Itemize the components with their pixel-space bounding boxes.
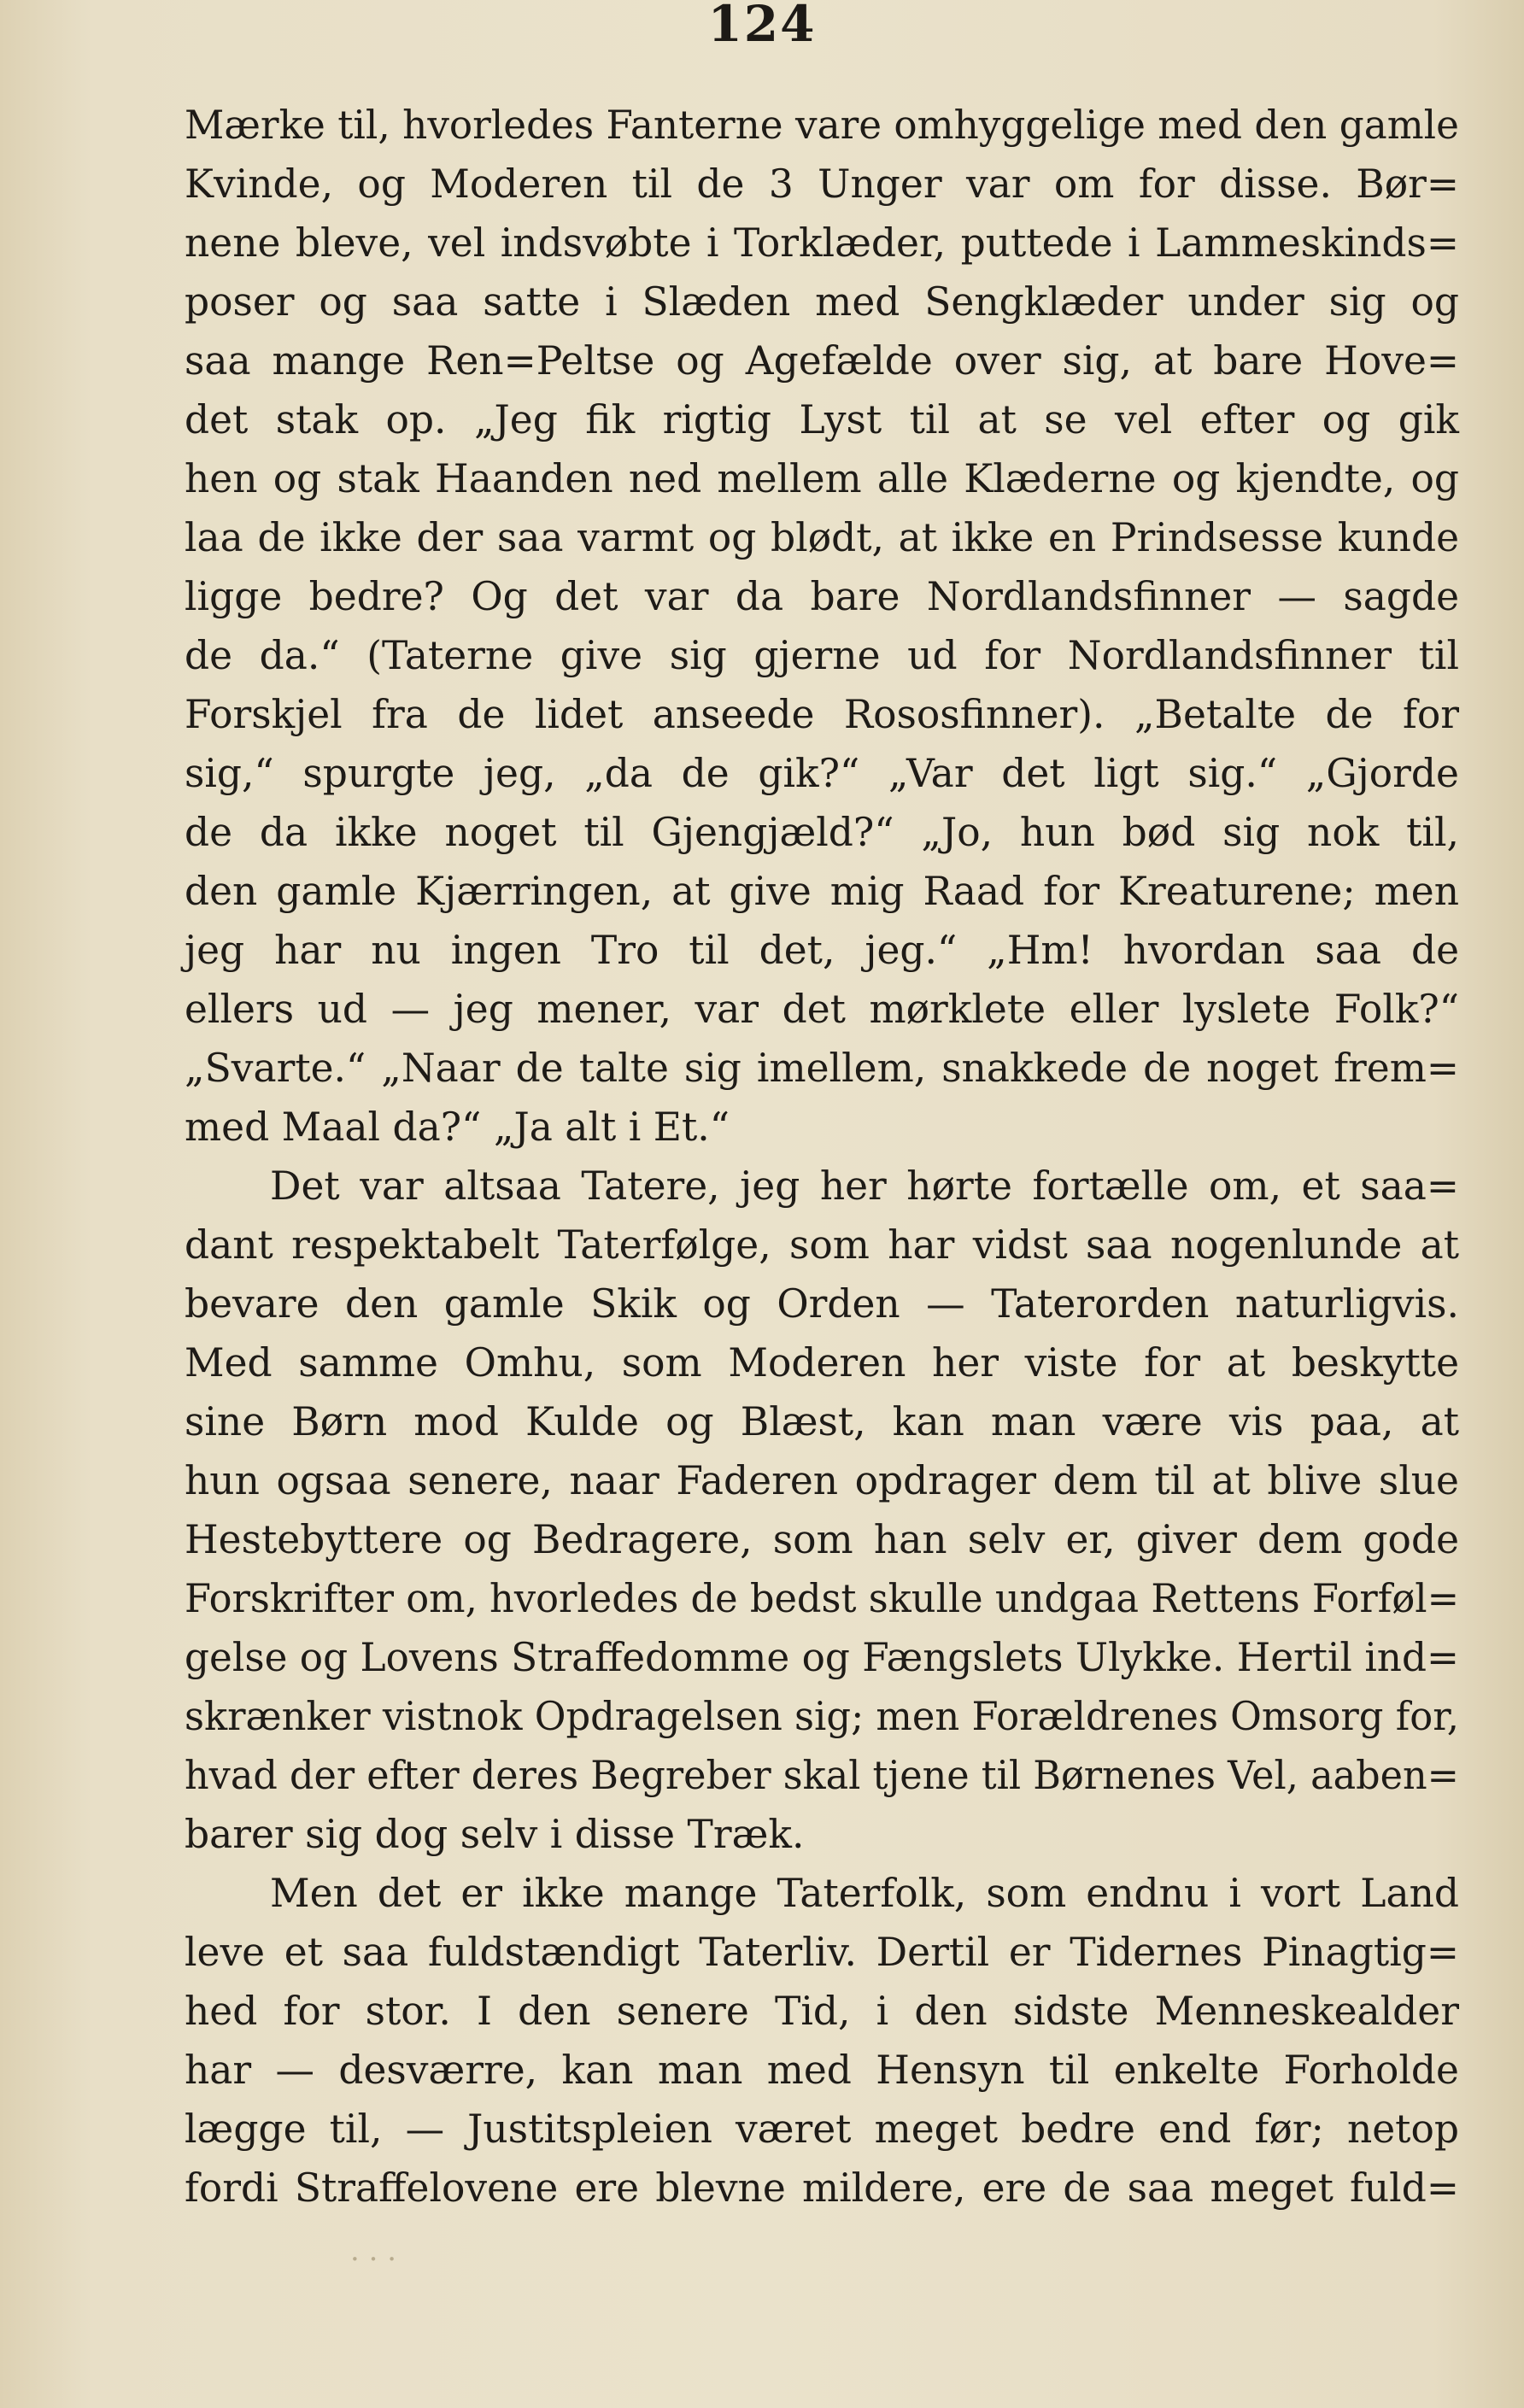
text-line: ellers ud — jeg mener, var det mørklete eller lyslete Folk?“: [185, 987, 1459, 1032]
page-number: 124: [707, 0, 817, 53]
text-line: Kvinde, og Moderen til de 3 Unger var om for disse. Bør=: [185, 161, 1459, 207]
text-line: hun ogsaa senere, naar Faderen opdrager dem til at blive slue: [185, 1458, 1459, 1503]
text-line: poser og saa satte i Slæden med Sengklæder under sig og: [185, 279, 1459, 325]
text-line: gelse og Lovens Straffedomme og Fængslets Ulykke. Hertil ind=: [185, 1635, 1459, 1680]
ink-smudge: · · ·: [350, 2242, 397, 2276]
text-line: Men det er ikke mange Taterfolk, som endnu i vort Land: [270, 1871, 1459, 1916]
text-line: med Maal da?“ „Ja alt i Et.“: [185, 1104, 730, 1150]
text-line: det stak op. „Jeg fik rigtig Lyst til at se vel efter og gik: [185, 397, 1459, 442]
text-line: Mærke til, hvorledes Fanterne vare omhyggelige med den gamle: [185, 103, 1459, 148]
text-line: Det var altsaa Tatere, jeg her hørte fortælle om, et saa=: [270, 1163, 1459, 1209]
text-line: Hestebyttere og Bedragere, som han selv er, giver dem gode: [185, 1517, 1459, 1562]
text-line: laa de ikke der saa varmt og blødt, at ikke en Prindsesse kunde: [185, 515, 1459, 560]
text-line: leve et saa fuldstændigt Taterliv. Dertil er Tidernes Pinagtig=: [185, 1930, 1459, 1975]
text-line: „Svarte.“ „Naar de talte sig imellem, snakkede de noget frem=: [185, 1046, 1459, 1091]
text-line: Med samme Omhu, som Moderen her viste for at beskytte: [185, 1340, 1459, 1386]
text-line: hed for stor. I den senere Tid, i den sidste Menneskealder: [185, 1989, 1459, 2034]
text-line: barer sig dog selv i disse Træk.: [185, 1812, 805, 1857]
text-line: hvad der efter deres Begreber skal tjene til Børnenes Vel, aaben=: [185, 1753, 1459, 1798]
text-line: fordi Straffelovene ere blevne mildere, ere de saa meget fuld=: [185, 2165, 1459, 2211]
text-line: den gamle Kjærringen, at give mig Raad for Kreaturene; men: [185, 869, 1459, 914]
body-text: [185, 96, 1459, 2218]
text-line: bevare den gamle Skik og Orden — Taterorden naturligvis.: [185, 1281, 1459, 1327]
text-line: Forskjel fra de lidet anseede Rososfinner). „Betalte de for: [185, 692, 1459, 737]
text-line: de da.“ (Taterne give sig gjerne ud for Nordlandsfinner til: [185, 633, 1459, 678]
text-line: sig,“ spurgte jeg, „da de gik?“ „Var det ligt sig.“ „Gjorde: [185, 751, 1459, 796]
text-line: saa mange Ren=Peltse og Agefælde over sig, at bare Hove=: [185, 338, 1459, 384]
text-line: sine Børn mod Kulde og Blæst, kan man være vis paa, at: [185, 1399, 1459, 1444]
text-line: Forskrifter om, hvorledes de bedst skulle undgaa Rettens Forføl=: [185, 1576, 1460, 1621]
text-line: dant respektabelt Taterfølge, som har vidst saa nogenlunde at: [185, 1222, 1459, 1268]
text-line: de da ikke noget til Gjengjæld?“ „Jo, hun bød sig nok til,: [185, 810, 1459, 855]
text-line: nene bleve, vel indsvøbte i Torklæder, puttede i Lammeskinds=: [185, 220, 1459, 266]
text-line: har — desværre, kan man med Hensyn til enkelte Forholde: [185, 2048, 1459, 2093]
text-line: skrænker vistnok Opdragelsen sig; men Forældrenes Omsorg for,: [185, 1694, 1460, 1739]
text-line: lægge til, — Justitspleien været meget bedre end før; netop: [185, 2106, 1459, 2152]
text-line: jeg har nu ingen Tro til det, jeg.“ „Hm! hvordan saa de: [185, 928, 1459, 973]
text-line: hen og stak Haanden ned mellem alle Klæderne og kjendte, og: [185, 456, 1459, 501]
text-line: ligge bedre? Og det var da bare Nordlandsfinner — sagde: [185, 574, 1459, 619]
